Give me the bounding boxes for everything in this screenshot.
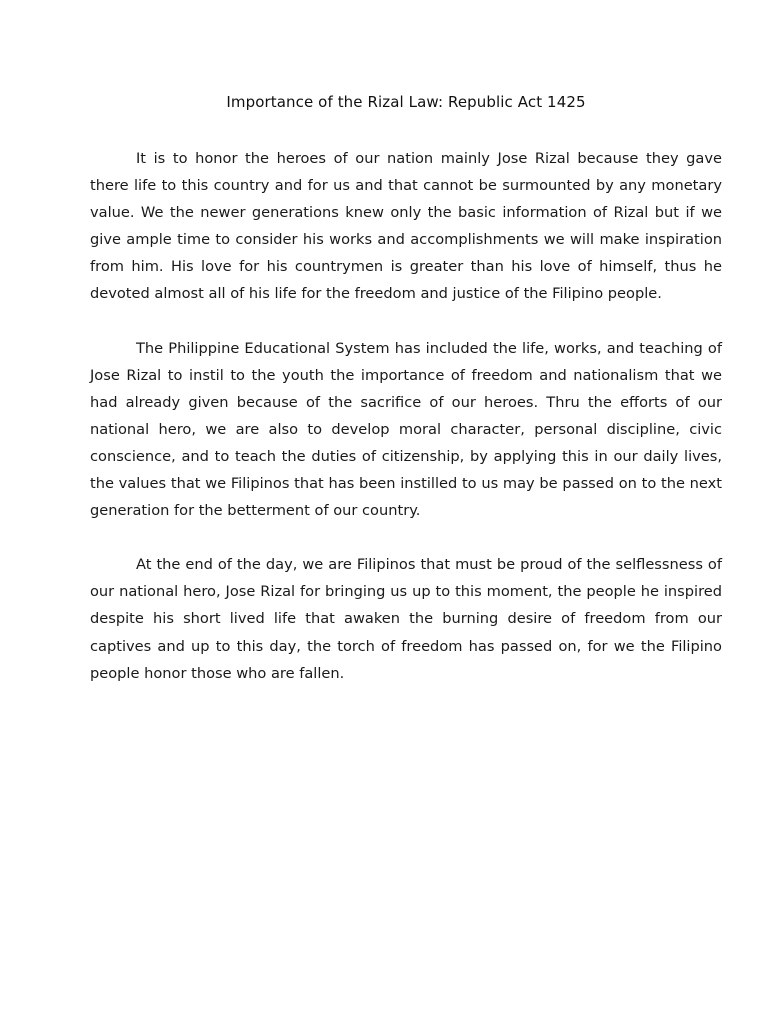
document-title: Importance of the Rizal Law: Republic Act 1425 (226, 93, 586, 111)
document-body (90, 145, 722, 714)
paragraph-2: The Philippine Educational System has included the life, works, and teaching of Jose Rizal to instil to the youth the importance of freedom and nationalism that we had already given because of the sacrifice of our heroes. Thru the efforts of our national hero, we are also to develop moral character, personal discipline, civic conscience, and to teach the duties of citizenship, by applying this in our daily lives, the values that we Filipinos that has been instilled to us may be passed on to the next generation for the betterment of our country. (90, 339, 722, 520)
paragraph-1: It is to honor the heroes of our nation mainly Jose Rizal because they gave there life to this country and for us and that cannot be surmounted by any monetary value. We the newer generations knew only the basic information of Rizal but if we give ample time to consider his works and accomplishments we will make inspiration from him. His love for his countrymen is greater than his love of himself, thus he devoted almost all of his life for the freedom and justice of the Filipino people. (90, 150, 722, 303)
paragraph-3: At the end of the day, we are Filipinos that must be proud of the selflessness of our national hero, Jose Rizal for bringing us up to this moment, the people he inspired despite his short lived life that awaken the burning desire of freedom from our captives and up to this day, the torch of freedom has passed on, for we the Filipino people honor those who are fallen. (90, 556, 722, 682)
